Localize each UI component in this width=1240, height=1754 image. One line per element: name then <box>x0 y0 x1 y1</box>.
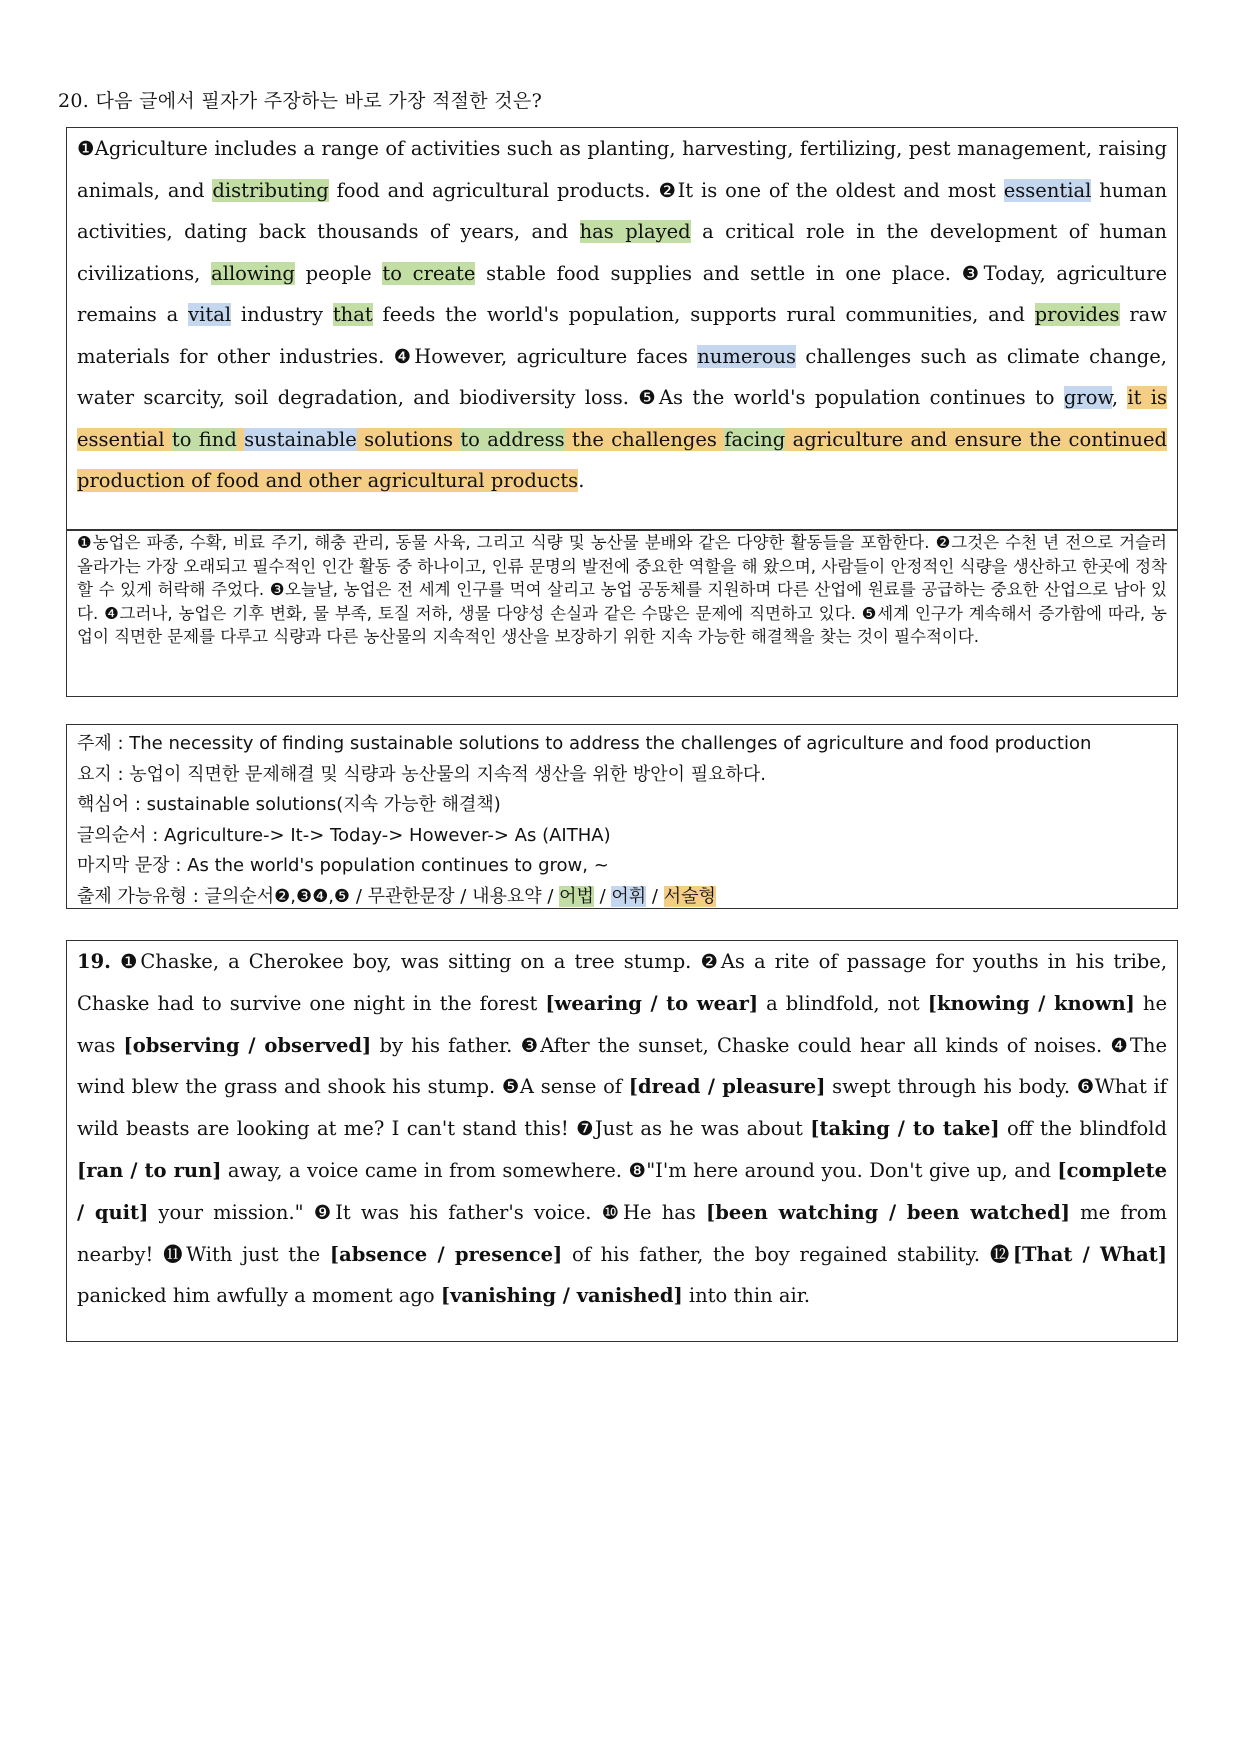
choice-bracket: [observing / observed] <box>123 1033 372 1057</box>
question-19-number: 19. <box>77 950 111 973</box>
highlight-grammar: has played <box>579 220 691 243</box>
question-20-passage: ❶Agriculture includes a range of activities such as planting, harvesting, fertilizing, pest management, raising animals, and distributing food and agricultural products. ❷It is one of the oldest and most essential human activities, dating back thousands of years, and has played a critical role in the development of human civilizations, allowing people to create stable food supplies and settle in one place. ❸Today, agriculture remains a vital industry that feeds the world's population, supports rural communities, and provides raw materials for other industries. ❹However, agriculture faces numerous challenges such as climate change, water scarcity, soil degradation, and biodiversity loss. ❺As the world's population continues to grow, it is essential to find sustainable solutions to address the challenges facing agriculture and ensure the continued production of food and other agricultural products. <box>66 127 1178 530</box>
question-19-passage: 19. ❶Chaske, a Cherokee boy, was sitting on a tree stump. ❷As a rite of passage for youths in his tribe, Chaske had to survive one night in the forest [wearing / to wear] a blindfold, not [knowing / known] he was [observing / observed] by his father. ❸After the sunset, Chaske could hear all kinds of noises. ❹The wind blew the grass and shook his stump. ❺A sense of [dread / pleasure] swept through his body. ❻What if wild beasts are looking at me? I can't stand this! ❼Just as he was about [taking / to take] off the blindfold [ran / to run] away, a voice came in from somewhere. ❽"I'm here around you. Don't give up, and [complete / quit] your mission." ❾It was his father's voice. ❿He has [been watching / been watched] me from nearby! ⓫With just the [absence / presence] of his father, the boy regained stability. ⓬[That / What] panicked him awfully a moment ago [vanishing / vanished] into thin air. <box>66 940 1178 1342</box>
highlight-vocab: essential <box>1003 178 1092 202</box>
highlight-vocab: vital <box>188 303 232 326</box>
highlight-grammar: to find <box>171 427 237 451</box>
choice-bracket: [dread / pleasure] <box>628 1075 826 1099</box>
highlight-vocab: grow <box>1063 386 1112 409</box>
sentence-number-1: ❶ <box>77 137 95 160</box>
highlight-grammar: to address <box>460 427 565 451</box>
choice-bracket: [ran / to run] <box>77 1158 222 1182</box>
type-writing-badge: 서술형 <box>663 885 716 907</box>
question-20-title: 20. 다음 글에서 필자가 주장하는 바로 가장 적절한 것은? <box>58 90 543 112</box>
order-line: 글의순서 : Agriculture-> It-> Today-> However-> As (AITHA) <box>77 824 611 846</box>
korean-translation: ❶농업은 파종, 수확, 비료 주기, 해충 관리, 동물 사육, 그리고 식량 및 농산물 분배와 같은 다양한 활동들을 포함한다. ❷그것은 수천 년 전으로 거슬러 올라가는 가장 오래되고 필수적인 인간 활동 중 하나이고, 인류 문명의 발전에 중요한 역할을 해 왔으며, 사람들이 안정적인 식량을 생산하고 한곳에 정착할 수 있게 허락해 주었다. ❸오늘날, 농업은 전 세계 인구를 먹여 살리고 농업 공동체를 지원하며 다른 산업에 원료를 공급하는 중요한 산업으로 남아 있다. ❹그러나, 농업은 기후 변화, 물 부족, 토질 저하, 생물 다양성 손실과 같은 수많은 문제에 직면하고 있다. ❺세계 인구가 계속해서 증가함에 따라, 농업이 직면한 문제를 다루고 식량과 다른 농산물의 지속적인 생산을 보장하기 위한 지속 가능한 해결책을 찾는 것이 필수적이다. <box>66 530 1178 697</box>
gist-line: 요지 : 농업이 직면한 문제해결 및 식량과 농산물의 지속적 생산을 위한 방안이 필요하다. <box>77 763 767 785</box>
choice-bracket: [complete / quit] <box>77 1158 1168 1224</box>
highlight-grammar: distributing <box>212 178 329 202</box>
summary-box <box>66 724 1178 909</box>
highlight-vocab: numerous <box>697 344 797 368</box>
question-types-line: 출제 가능유형 : 글의순서❷,❸❹,❺ / 무관한문장 / 내용요약 / 어법 / 어휘 / 서술형 <box>77 885 716 907</box>
choice-bracket: [That / What] <box>1012 1242 1167 1266</box>
choice-bracket: [wearing / to wear] <box>545 991 759 1015</box>
highlight-grammar: allowing <box>211 261 295 285</box>
keyword-line: 핵심어 : sustainable solutions(지속 가능한 해결책) <box>77 794 501 815</box>
highlight-vocab: sustainable <box>244 427 357 451</box>
type-vocab-badge: 어휘 <box>611 885 647 907</box>
choice-bracket: [vanishing / vanished] <box>440 1284 683 1308</box>
highlight-grammar: that <box>332 303 373 326</box>
highlight-grammar: provides <box>1034 303 1120 326</box>
choice-bracket: [been watching / been watched] <box>706 1200 1070 1224</box>
sentence-number-3: ❸ <box>961 261 984 285</box>
highlight-writing: it is essential <box>77 386 1168 451</box>
choice-bracket: [absence / presence] <box>329 1242 563 1266</box>
sentence-number-4: ❹ <box>393 344 415 368</box>
sentence-number-2: ❷ <box>658 178 678 202</box>
highlight-grammar: to create <box>382 261 476 285</box>
topic-line: 주제 : The necessity of finding sustainable solutions to address the challenges of agriculture and food production <box>77 733 1092 754</box>
highlight-grammar: facing <box>724 427 786 451</box>
type-grammar-badge: 어법 <box>559 885 594 907</box>
sentence-number-5: ❺ <box>638 386 659 409</box>
last-sentence-line: 마지막 문장 : As the world's population continues to grow, ~ <box>77 855 609 876</box>
choice-bracket: [knowing / known] <box>927 991 1135 1015</box>
choice-bracket: [taking / to take] <box>810 1117 1000 1141</box>
